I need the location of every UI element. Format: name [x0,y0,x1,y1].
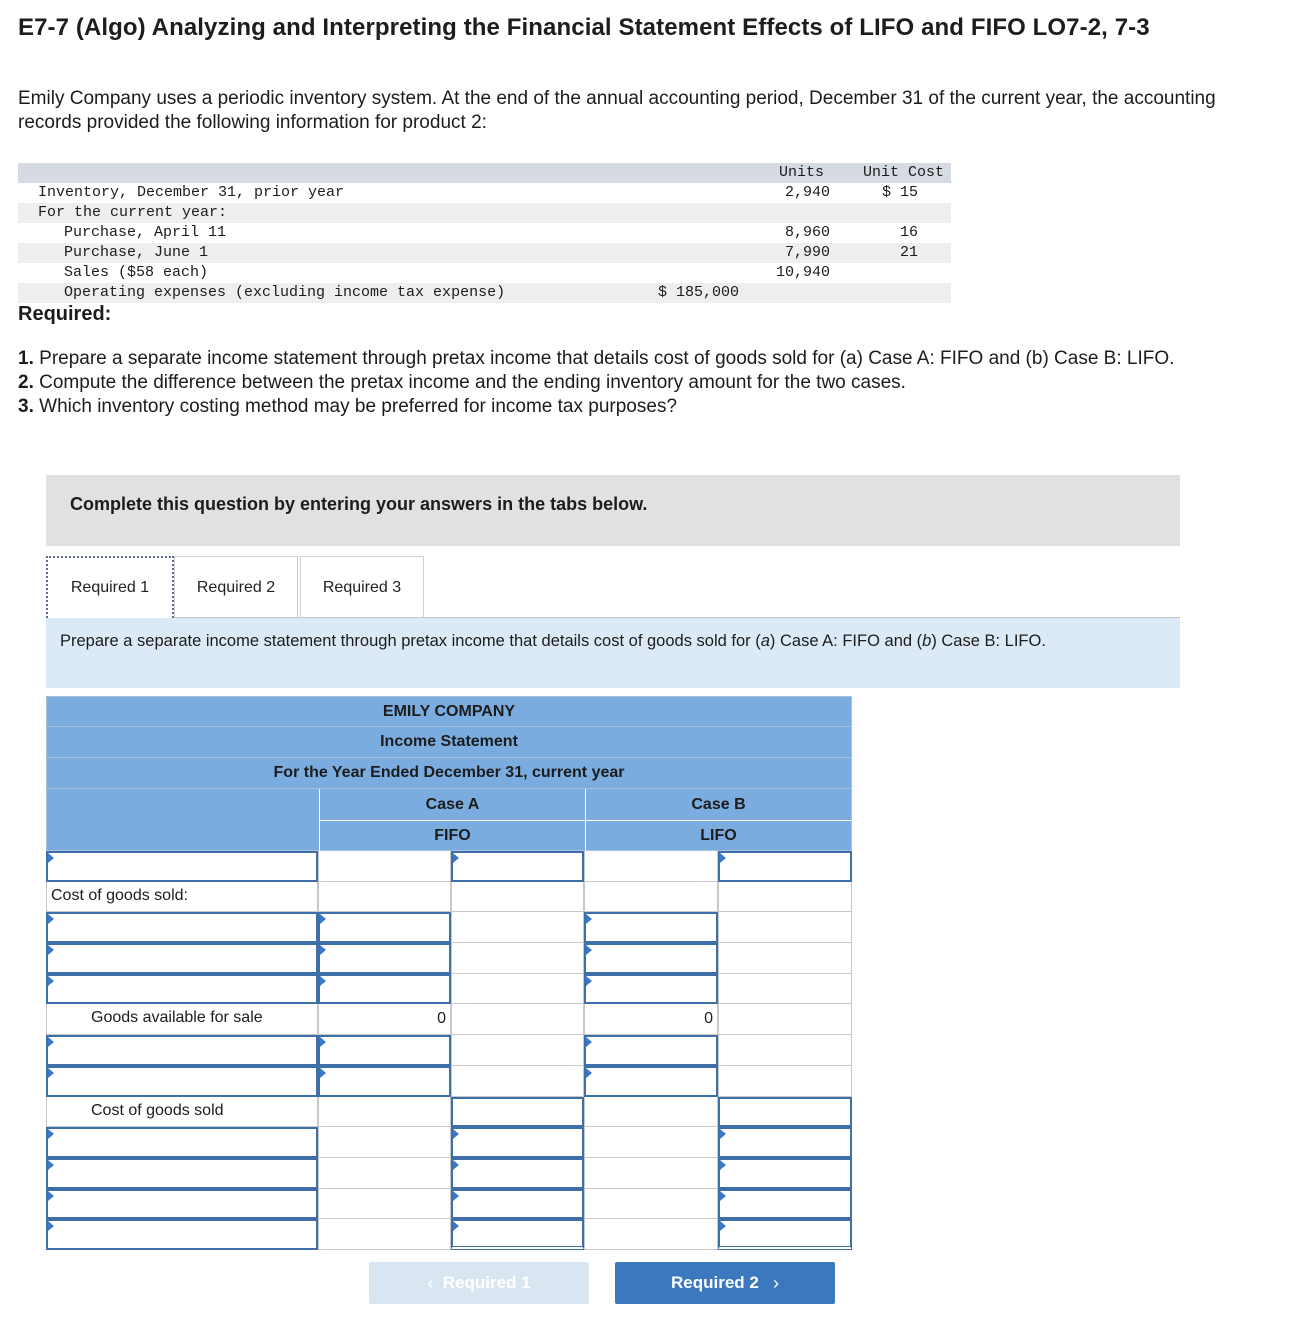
empty-cell [451,974,584,1005]
prev-tab-label: Required 1 [442,1273,531,1292]
empty-cell [718,974,852,1005]
table-row [46,1189,852,1220]
empty-cell [718,1035,852,1066]
empty-cell [584,882,718,913]
empty-cell [718,943,852,974]
given-row-label: Operating expenses (excluding income tax expense) [64,284,506,301]
table-row [46,882,852,913]
given-row [18,263,951,283]
given-row [18,203,951,223]
case-b-amount-input[interactable] [718,1189,852,1220]
given-data-table [18,163,951,303]
empty-cell [318,1127,451,1158]
case-b-pretax-input[interactable] [718,1219,852,1250]
problem-intro: Emily Company uses a periodic inventory system. At the end of the annual accounting period, December 31 of the current year, the accounting records provided the following information for product 2: [18,88,1216,133]
statement-period: For the Year Ended December 31, current year [46,758,852,789]
line-label-input[interactable] [46,851,318,882]
empty-cell [584,851,718,882]
given-row-label: Purchase, June 1 [64,244,209,261]
next-tab-label: Required 2 [670,1273,759,1292]
case-b-method: LIFO [585,820,851,851]
empty-cell [451,943,584,974]
given-row [18,283,951,303]
tab-required-1[interactable]: Required 1 [46,556,174,618]
requirements-list [18,347,1288,419]
empty-cell [718,1066,852,1097]
given-row-units: 7,990 [784,244,830,261]
column-headers [46,789,852,851]
income-statement [46,696,852,1250]
case-b-amount-input[interactable] [718,1158,852,1189]
line-label-input[interactable] [46,1066,318,1097]
table-row [46,851,852,882]
empty-cell [451,1066,584,1097]
empty-cell [318,1189,451,1220]
chevron-left-icon: ‹ [427,1272,434,1293]
line-label-input[interactable] [46,1127,318,1158]
given-row-cost: 21 [899,244,918,261]
table-row [46,1004,852,1035]
empty-cell [584,1097,718,1128]
line-label-input[interactable] [46,1189,318,1220]
gafs-label: Goods available for sale [46,1004,318,1035]
table-row [46,1066,852,1097]
page-title: E7-7 (Algo) Analyzing and Interpreting the Financial Statement Effects of LIFO and FIFO LO7-2, 7-3 [18,14,1150,41]
case-b-cogs-input[interactable] [718,1097,852,1128]
given-row-units: 10,940 [775,264,830,281]
statement-name: Income Statement [46,727,852,758]
chevron-right-icon: › [773,1272,780,1293]
table-row [46,943,852,974]
empty-cell [451,1035,584,1066]
empty-cell [584,1158,718,1189]
statement-grid [46,851,852,1250]
case-a-header: Case A [319,789,585,820]
prompt-text: ) Case B: LIFO. [931,632,1046,650]
tab-prompt [46,618,1180,688]
empty-cell [584,1127,718,1158]
requirement-text: Which inventory costing method may be preferred for income tax purposes? [39,396,678,417]
empty-cell [318,882,451,913]
tab-required-2[interactable]: Required 2 [174,556,298,618]
units-col-header: Units [778,164,824,181]
case-a-amount-input[interactable] [451,1158,584,1189]
unit-cost-col-header: Unit Cost [862,164,944,181]
required-heading: Required: [18,303,112,325]
given-row-label: Inventory, December 31, prior year [38,184,345,201]
case-a-method: FIFO [319,820,585,851]
case-b-detail-input[interactable] [584,943,718,974]
cogs-total-label: Cost of goods sold [46,1097,318,1128]
prompt-b: b [922,632,932,650]
table-row [46,1035,852,1066]
empty-cell [318,1158,451,1189]
case-b-detail-input[interactable] [584,1066,718,1097]
empty-cell [451,882,584,913]
case-b-gafs-value: 0 [584,1004,718,1035]
case-a-detail-input[interactable] [318,912,451,943]
prompt-text: ) Case A: FIFO and ( [769,632,923,650]
line-label-input[interactable] [46,1219,318,1250]
instruction-text: Complete this question by entering your answers in the tabs below. [70,494,648,514]
case-a-cogs-input[interactable] [451,1097,584,1128]
case-a-detail-input[interactable] [318,1066,451,1097]
given-row-units: 8,960 [784,224,830,241]
requirement-number: 2. [18,372,34,393]
case-a-gafs-value: 0 [318,1004,451,1035]
empty-cell [718,882,852,913]
requirement-text: Compute the difference between the pretax income and the ending inventory amount for the two cases. [39,372,906,393]
given-row-label: Purchase, April 11 [64,224,227,241]
given-row-label: Sales ($58 each) [64,264,209,281]
empty-cell [584,1189,718,1220]
requirement-number: 3. [18,396,34,417]
instruction-banner [46,475,1180,546]
case-a-amount-input[interactable] [451,851,584,882]
case-b-detail-input[interactable] [584,974,718,1005]
table-row [46,974,852,1005]
empty-cell [318,1219,451,1250]
case-b-header: Case B [585,789,851,820]
requirement-item [18,395,1288,419]
case-b-detail-input[interactable] [584,912,718,943]
requirement-item [18,371,1288,395]
empty-cell [584,1219,718,1250]
given-row-cost: 16 [899,224,918,241]
empty-cell [451,1004,584,1035]
company-name: EMILY COMPANY [46,696,852,727]
given-row [18,223,951,243]
empty-cell [718,912,852,943]
line-label-input[interactable] [46,943,318,974]
given-row-label: For the current year: [38,204,228,221]
case-a-amount-input[interactable] [451,1127,584,1158]
case-b-amount-input[interactable] [718,1127,852,1158]
requirement-number: 1. [18,348,34,369]
case-a-detail-input[interactable] [318,943,451,974]
table-row [46,1158,852,1189]
line-label-input[interactable] [46,1158,318,1189]
case-a-pretax-input[interactable] [451,1219,584,1250]
tab-required-3[interactable]: Required 3 [300,556,424,618]
given-row [18,183,951,203]
given-row-units: 2,940 [784,184,830,201]
table-row [46,1219,852,1250]
empty-cell [451,912,584,943]
case-b-detail-input[interactable] [584,1035,718,1066]
prompt-a: a [760,632,770,650]
table-row [46,912,852,943]
table-row [46,1097,852,1128]
case-a-detail-input[interactable] [318,974,451,1005]
case-a-detail-input[interactable] [318,1035,451,1066]
empty-cell [318,851,451,882]
next-tab-button[interactable] [615,1262,835,1304]
given-header-row [18,163,951,183]
given-row-amount: $ 185,000 [657,284,739,301]
line-label-input[interactable] [46,974,318,1005]
cogs-heading: Cost of goods sold: [46,882,318,913]
requirement-item [18,347,1288,371]
line-label-input[interactable] [46,1035,318,1066]
table-row [46,1127,852,1158]
line-label-input[interactable] [46,912,318,943]
case-a-amount-input[interactable] [451,1189,584,1220]
case-b-amount-input[interactable] [718,851,852,882]
empty-cell [318,1097,451,1128]
given-row-cost: $ 15 [881,184,918,201]
prev-tab-button [369,1262,589,1304]
empty-cell [718,1004,852,1035]
prompt-text: Prepare a separate income statement through pretax income that details cost of goods sold for ( [60,632,761,650]
given-row [18,243,951,263]
requirement-text: Prepare a separate income statement through pretax income that details cost of goods sold for (a) Case A: FIFO and (b) Case B: LIFO. [39,348,1175,369]
